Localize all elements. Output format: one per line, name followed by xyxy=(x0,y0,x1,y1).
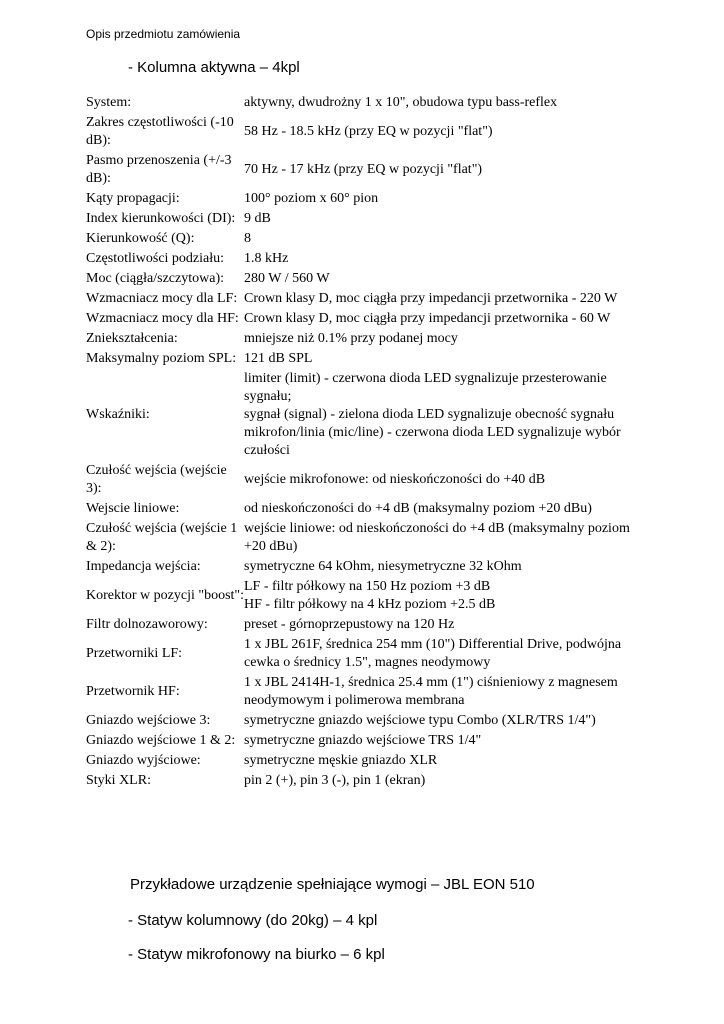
spec-value: 1.8 kHz xyxy=(244,251,289,266)
spec-row xyxy=(86,771,646,791)
spec-value: pin 2 (+), pin 3 (-), pin 1 (ekran) xyxy=(244,773,426,788)
item-title: - Kolumna aktywna – 4kpl xyxy=(128,59,300,76)
spec-value: preset - górnoprzepustowy na 120 Hz xyxy=(244,617,455,632)
spec-row xyxy=(86,557,646,577)
spec-label: Wzmacniacz mocy dla LF: xyxy=(86,291,238,306)
spec-label: Przetwornik HF: xyxy=(86,684,180,699)
spec-row xyxy=(86,309,646,329)
spec-value: aktywny, dwudrożny 1 x 10", obudowa typu bass-reflex xyxy=(244,95,558,110)
spec-row xyxy=(86,577,646,615)
spec-row xyxy=(86,499,646,519)
spec-row xyxy=(86,113,646,151)
spec-value: 70 Hz - 17 kHz (przy EQ w pozycji "flat") xyxy=(244,162,483,177)
spec-label: Zakres częstotliwości (-10 dB): xyxy=(86,115,234,148)
spec-row xyxy=(86,329,646,349)
spec-value: Crown klasy D, moc ciągła przy impedancji przetwornika - 60 W xyxy=(244,311,611,326)
spec-value: LF - filtr półkowy na 150 Hz poziom +3 dB HF - filtr półkowy na 4 kHz poziom +2.5 dB xyxy=(244,579,496,612)
spec-label: Impedancja wejścia: xyxy=(86,559,201,574)
spec-table-body xyxy=(86,93,646,791)
spec-value: symetryczne gniazdo wejściowe typu Combo (XLR/TRS 1/4") xyxy=(244,713,596,728)
spec-row xyxy=(86,349,646,369)
spec-row xyxy=(86,93,646,113)
spec-value: 1 x JBL 261F, średnica 254 mm (10") Differential Drive, podwójna cewka o średnicy 1.5", magnes neodymowy xyxy=(244,637,622,670)
spec-row xyxy=(86,289,646,309)
spec-value: wejście mikrofonowe: od nieskończoności do +40 dB xyxy=(244,472,546,487)
spec-label: Wejscie liniowe: xyxy=(86,501,180,516)
spec-value: symetryczne 64 kOhm, niesymetryczne 32 kOhm xyxy=(244,559,522,574)
spec-label: Wzmacniacz mocy dla HF: xyxy=(86,311,239,326)
spec-value: limiter (limit) - czerwona dioda LED sygnalizuje przesterowanie sygnału; sygnał (signal) - zielona dioda LED sygnalizuje obecność sygnału mikrofon/linia (mic/line) - czerwona dioda LED sygnalizuje wybór czułości xyxy=(244,371,621,458)
spec-value: Crown klasy D, moc ciągła przy impedancji przetwornika - 220 W xyxy=(244,291,618,306)
spec-label: Moc (ciągła/szczytowa): xyxy=(86,271,224,286)
spec-label: Gniazdo wejściowe 1 & 2: xyxy=(86,733,236,748)
spec-row xyxy=(86,519,646,557)
spec-row xyxy=(86,189,646,209)
document-header: Opis przedmiotu zamówienia xyxy=(86,27,241,41)
spec-row xyxy=(86,229,646,249)
spec-value: 280 W / 560 W xyxy=(244,271,330,286)
spec-table xyxy=(86,93,646,791)
spec-label: Czułość wejścia (wejście 3): xyxy=(86,463,227,496)
spec-value: 121 dB SPL xyxy=(244,351,313,366)
spec-row xyxy=(86,209,646,229)
spec-label: Czułość wejścia (wejście 1 & 2): xyxy=(86,521,238,554)
spec-label: Korektor w pozycji "boost": xyxy=(86,588,245,603)
spec-value: 58 Hz - 18.5 kHz (przy EQ w pozycji "flat") xyxy=(244,124,493,139)
spec-label: Kąty propagacji: xyxy=(86,191,180,206)
spec-value: 9 dB xyxy=(244,211,271,226)
spec-label: System: xyxy=(86,95,132,110)
spec-row xyxy=(86,461,646,499)
spec-value: 8 xyxy=(244,231,251,246)
spec-row xyxy=(86,751,646,771)
spec-row xyxy=(86,635,646,673)
spec-row xyxy=(86,151,646,189)
spec-value: wejście liniowe: od nieskończoności do +4 dB (maksymalny poziom +20 dBu) xyxy=(244,521,630,554)
spec-row xyxy=(86,711,646,731)
spec-label: Przetworniki LF: xyxy=(86,646,183,661)
spec-label: Gniazdo wejściowe 3: xyxy=(86,713,211,728)
spec-label: Styki XLR: xyxy=(86,773,151,788)
spec-label: Wskaźniki: xyxy=(86,407,150,422)
spec-label: Zniekształcenia: xyxy=(86,331,178,346)
spec-row xyxy=(86,731,646,751)
spec-row xyxy=(86,615,646,635)
spec-row xyxy=(86,269,646,289)
spec-row xyxy=(86,249,646,269)
example-device-text: Przykładowe urządzenie spełniające wymogi – JBL EON 510 xyxy=(130,876,535,893)
spec-row xyxy=(86,673,646,711)
spec-label: Maksymalny poziom SPL: xyxy=(86,351,237,366)
spec-label: Gniazdo wyjściowe: xyxy=(86,753,201,768)
spec-value: symetryczne męskie gniazdo XLR xyxy=(244,753,438,768)
spec-label: Kierunkowość (Q): xyxy=(86,231,195,246)
spec-label: Częstotliwości podziału: xyxy=(86,251,225,266)
spec-value: od nieskończoności do +4 dB (maksymalny poziom +20 dBu) xyxy=(244,501,592,516)
spec-row xyxy=(86,369,646,461)
spec-label: Filtr dolnozaworowy: xyxy=(86,617,208,632)
spec-value: 100° poziom x 60° pion xyxy=(244,191,379,206)
spec-value: symetryczne gniazdo wejściowe TRS 1/4" xyxy=(244,733,482,748)
spec-value: mniejsze niż 0.1% przy podanej mocy xyxy=(244,331,458,346)
spec-label: Index kierunkowości (DI): xyxy=(86,211,236,226)
desk-mic-stand-item: - Statyw mikrofonowy na biurko – 6 kpl xyxy=(128,946,385,963)
spec-label: Pasmo przenoszenia (+/-3 dB): xyxy=(86,153,232,186)
spec-value: 1 x JBL 2414H-1, średnica 25.4 mm (1") ciśnieniowy z magnesem neodymowym i polimerowa membrana xyxy=(244,675,618,708)
column-stand-item: - Statyw kolumnowy (do 20kg) – 4 kpl xyxy=(128,912,378,929)
